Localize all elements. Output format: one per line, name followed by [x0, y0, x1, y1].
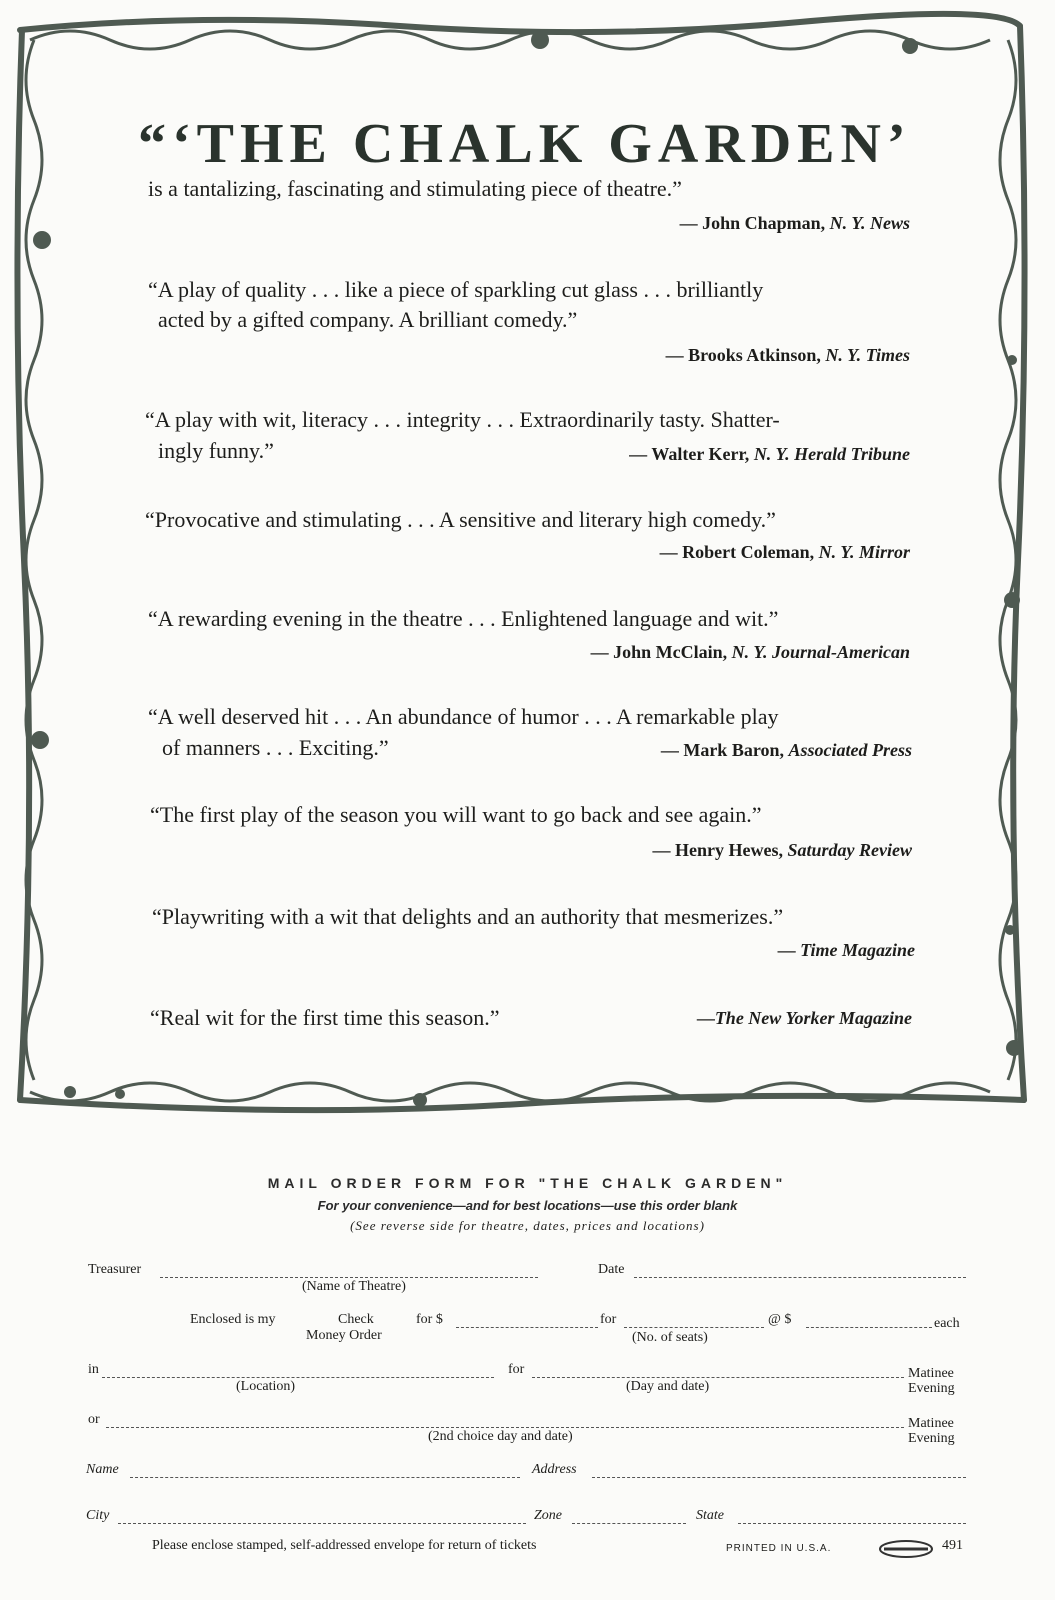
review-attribution: —The New Yorker Magazine [696, 1008, 912, 1028]
review-quote: “The first play of the season you will want to go back and see again.” [150, 802, 762, 827]
theatre-caption: (Name of Theatre) [302, 1279, 406, 1294]
review-quote-line2: of manners . . . Exciting.” [162, 735, 389, 760]
address-field[interactable] [592, 1477, 966, 1478]
review-quote: “Real wit for the first time this season.” [150, 1005, 500, 1030]
review-quote: “A rewarding evening in the theatre . . . Enlightened language and wit.” [148, 606, 779, 631]
treasurer-label: Treasurer [88, 1262, 142, 1277]
headline: “‘THE CHALK GARDEN’ [138, 113, 912, 175]
name-label: Name [86, 1462, 119, 1477]
state-field[interactable] [738, 1523, 966, 1524]
review-attribution: — Robert Coleman, N. Y. Mirror [659, 542, 910, 562]
evening-option[interactable]: Evening [908, 1381, 955, 1396]
review-attribution: — Walter Kerr, N. Y. Herald Tribune [629, 444, 910, 464]
money-order-option[interactable]: Money Order [306, 1328, 382, 1343]
name-field[interactable] [130, 1477, 520, 1478]
review-attribution: — Time Magazine [777, 940, 915, 960]
review-quote-line2: ingly funny.” [158, 438, 274, 463]
evening-option-2[interactable]: Evening [908, 1431, 955, 1446]
date-field[interactable] [634, 1277, 966, 1278]
in-label: in [88, 1362, 99, 1377]
for-dollar-label: for $ [416, 1312, 443, 1327]
form-note: (See reverse side for theatre, dates, prices and locations) [350, 1218, 705, 1233]
review-attribution: — Henry Hewes, Saturday Review [652, 840, 912, 860]
enclose-note: Please enclose stamped, self-addressed envelope for return of tickets [152, 1538, 537, 1553]
each-label: each [934, 1316, 960, 1331]
check-option[interactable]: Check [338, 1312, 374, 1327]
form-number: 491 [942, 1538, 963, 1553]
second-choice-field[interactable] [106, 1427, 904, 1428]
city-field[interactable] [118, 1523, 526, 1524]
or-label: or [88, 1412, 100, 1427]
form-subtitle: For your convenience—and for best locations—use this order blank [317, 1198, 738, 1213]
review-quote-line2: acted by a gifted company. A brilliant comedy.” [158, 307, 578, 332]
at-dollar-label: @ $ [768, 1312, 792, 1327]
date-label: Date [598, 1262, 625, 1277]
review-quote: “A play with wit, literacy . . . integrity . . . Extraordinarily tasty. Shatter- [145, 407, 780, 432]
state-label: State [696, 1508, 724, 1523]
zone-label: Zone [534, 1508, 562, 1523]
form-title: MAIL ORDER FORM FOR "THE CHALK GARDEN" [267, 1175, 788, 1191]
treasurer-field[interactable] [160, 1277, 538, 1278]
seats-field[interactable] [624, 1327, 764, 1328]
printed-in-usa: PRINTED IN U.S.A. [726, 1543, 832, 1554]
review-attribution: — Mark Baron, Associated Press [660, 740, 912, 760]
union-label-icon [878, 1538, 934, 1560]
review-quote: “A well deserved hit . . . An abundance of humor . . . A remarkable play [148, 704, 779, 729]
review-attribution: — Brooks Atkinson, N. Y. Times [665, 345, 910, 365]
review-quote: “A play of quality . . . like a piece of sparkling cut glass . . . brilliantly [148, 277, 764, 302]
address-label: Address [532, 1462, 577, 1477]
enclosed-label: Enclosed is my [190, 1312, 276, 1327]
matinee-option-2[interactable]: Matinee [908, 1416, 954, 1431]
review-quote: “Provocative and stimulating . . . A sensitive and literary high comedy.” [145, 507, 776, 532]
review-attribution: — John Chapman, N. Y. News [679, 213, 910, 233]
for-label: for [600, 1312, 617, 1327]
zone-field[interactable] [572, 1523, 686, 1524]
headline-subline: is a tantalizing, fascinating and stimulating piece of theatre.” [148, 176, 682, 201]
matinee-option[interactable]: Matinee [908, 1366, 954, 1381]
location-caption: (Location) [236, 1379, 296, 1394]
review-attribution: — John McClain, N. Y. Journal-American [590, 642, 910, 662]
for-day-label: for [508, 1362, 525, 1377]
location-field[interactable] [102, 1377, 494, 1378]
day-date-field[interactable] [532, 1377, 904, 1378]
seats-caption: (No. of seats) [632, 1330, 708, 1345]
city-label: City [86, 1508, 110, 1523]
price-field[interactable] [806, 1327, 932, 1328]
second-choice-caption: (2nd choice day and date) [428, 1429, 573, 1444]
amount-field[interactable] [456, 1327, 598, 1328]
day-date-caption: (Day and date) [626, 1379, 710, 1394]
review-quote: “Playwriting with a wit that delights and an authority that mesmerizes.” [152, 904, 784, 929]
